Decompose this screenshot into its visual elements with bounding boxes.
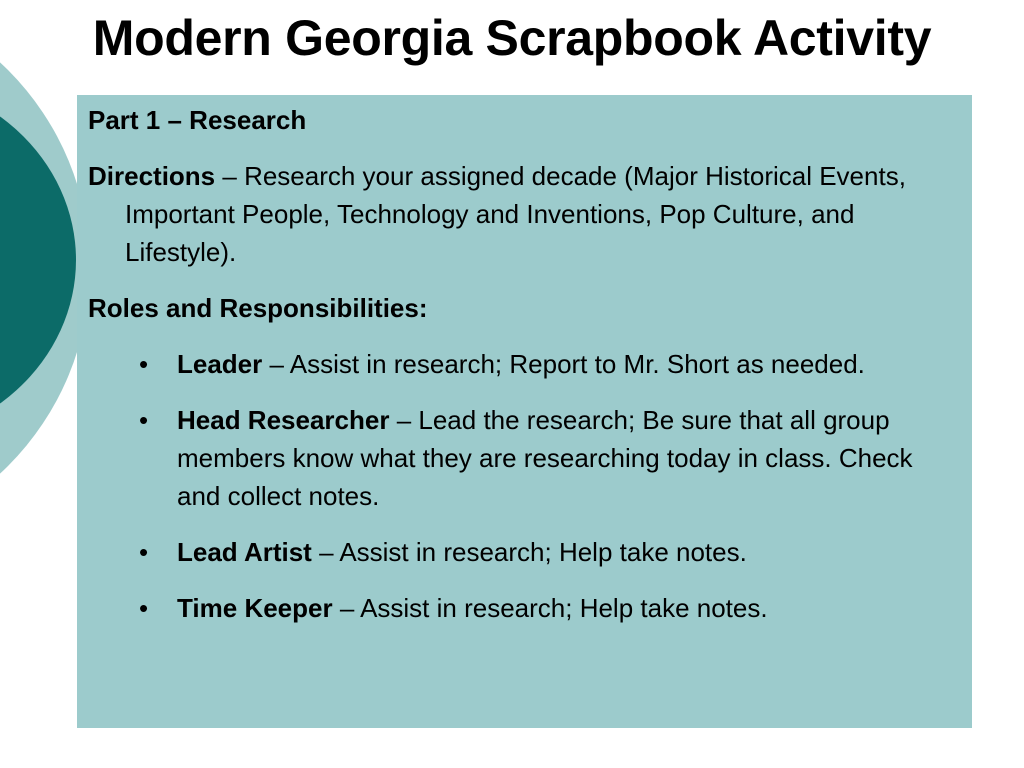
roles-heading: Roles and Responsibilities: bbox=[88, 293, 428, 323]
role-name: Leader bbox=[177, 349, 263, 379]
bullet-icon: • bbox=[139, 405, 149, 435]
role-item-lead-artist bbox=[88, 533, 960, 571]
role-description: – Assist in research; Report to Mr. Short as needed. bbox=[262, 349, 865, 379]
role-description: – Assist in research; Help take notes. bbox=[311, 537, 747, 567]
role-item-time-keeper bbox=[88, 589, 960, 627]
slide-title: Modern Georgia Scrapbook Activity bbox=[92, 10, 932, 66]
role-name: Time Keeper bbox=[177, 593, 333, 623]
bullet-icon: • bbox=[139, 349, 149, 379]
directions-text: – Research your assigned decade (Major Historical Events, Important People, Technology and Inventions, Pop Culture, and Lifestyle). bbox=[125, 161, 906, 267]
content-box bbox=[77, 95, 972, 728]
directions-paragraph bbox=[88, 157, 960, 271]
role-item-head-researcher bbox=[88, 401, 960, 515]
role-name: Lead Artist bbox=[177, 537, 312, 567]
bullet-icon: • bbox=[139, 537, 149, 567]
role-description: – Assist in research; Help take notes. bbox=[332, 593, 768, 623]
directions-label: Directions bbox=[88, 161, 216, 191]
role-name: Head Researcher bbox=[177, 405, 390, 435]
roles-list bbox=[88, 345, 960, 627]
role-item-leader bbox=[88, 345, 960, 383]
bullet-icon: • bbox=[139, 593, 149, 623]
role-description: – Lead the research; Be sure that all group members know what they are researching today in class. Check and collect notes. bbox=[177, 405, 913, 511]
part-heading: Part 1 – Research bbox=[88, 105, 307, 135]
